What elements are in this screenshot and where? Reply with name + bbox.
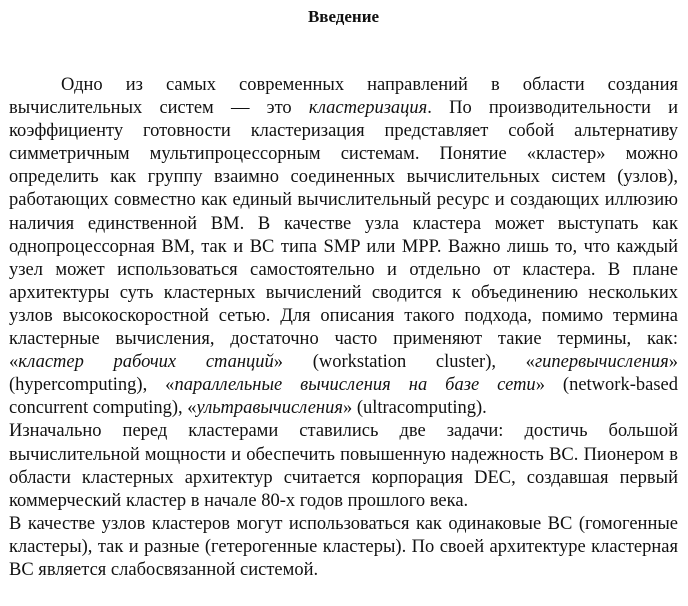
paragraph-intro-text: . По производительности и коэффициенту готовности кластеризация представляет собой альтернативу симметричным мультипроцессорным системам. Понятие «кластер» можно определить как группу взаимно соединенных вычислительных систем (узлов), работающих совместно как единый вычислительный ресурс и создающих иллюзию наличия единственной ВМ. В качестве узла кластера может выступать как однопроцессорная ВМ, так и ВС типа SMP или MPP. Важно лишь то, что каждый узел может использоваться самостоятельно и отдельно от кластера. В плане архитектуры суть кластерных вычислений сводится к объединению нескольких узлов высокоскоростной сетью. Для описания такого подхода, помимо термина кластерные вычисления, достаточно часто применяют такие термины, как: « (9, 98, 678, 373)
paragraph-node-types: В качестве узлов кластеров могут использоваться как одинаковые ВС (гомогенные кластеры), так и разные (гетерогенные кластеры). По своей архитектуре кластерная ВС является слабосвязанной системой. (9, 513, 678, 580)
paragraph-intro-text: » (ultracomputing). (342, 398, 487, 419)
term-workstation-cluster: кластер рабочих станций (18, 352, 274, 373)
term-clusterization: кластеризация (308, 98, 428, 119)
paragraph-intro-text: Одно из самых современных направлений в области создания вычислительных систем — это (9, 75, 678, 119)
document-body (9, 74, 678, 582)
paragraph-intro-text: » (hypercomputing), « (9, 352, 678, 396)
section-heading: Введение (307, 7, 380, 26)
paragraph-intro-text: » (network-based concurrent computing), « (9, 375, 678, 419)
term-hypercomputing: гипервычисления (534, 352, 669, 373)
term-network-computing: параллельные вычисления на базе сети (174, 375, 536, 396)
paragraph-history: Изначально перед кластерами ставились две задачи: достичь большой вычислительной мощности и обеспечить повышенную надежность ВС. Пионером в области кластерных архитектур считается корпорация DEC, создавшая первый коммерческий кластер в начале 80-х годов прошлого века. (9, 421, 678, 511)
paragraph-intro (9, 74, 678, 420)
document-page (9, 0, 678, 582)
paragraph-intro-text: » (workstation cluster), « (273, 352, 535, 373)
term-ultracomputing: ультравычисления (196, 398, 343, 419)
